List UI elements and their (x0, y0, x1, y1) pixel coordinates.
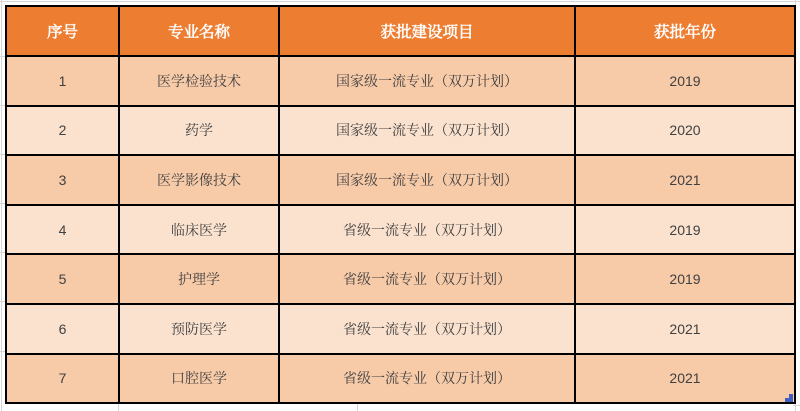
table-row (6, 304, 795, 354)
cell-project[interactable]: 省级一流专业（双万计划） (279, 354, 575, 404)
cell-major[interactable]: 医学检验技术 (119, 56, 279, 106)
cell-major[interactable]: 药学 (119, 106, 279, 156)
cell-year[interactable]: 2019 (575, 56, 795, 106)
gridline (1, 0, 2, 411)
cell-year[interactable]: 2020 (575, 106, 795, 156)
gridline (793, 405, 800, 406)
cell-no[interactable]: 3 (6, 155, 119, 205)
cell-project[interactable]: 省级一流专业（双万计划） (279, 254, 575, 304)
cell-major[interactable]: 临床医学 (119, 205, 279, 255)
table-row (6, 205, 795, 255)
cell-project[interactable]: 国家级一流专业（双万计划） (279, 106, 575, 156)
cell-no[interactable]: 6 (6, 304, 119, 354)
cell-year[interactable]: 2021 (575, 354, 795, 404)
gridline (357, 404, 358, 411)
header-cell-project[interactable]: 获批建设项目 (279, 6, 575, 56)
header-cell-no[interactable]: 序号 (6, 6, 119, 56)
cell-project[interactable]: 省级一流专业（双万计划） (279, 205, 575, 255)
table-row (6, 254, 795, 304)
cell-project[interactable]: 国家级一流专业（双万计划） (279, 155, 575, 205)
cell-no[interactable]: 1 (6, 56, 119, 106)
table-row (6, 155, 795, 205)
cell-year[interactable]: 2021 (575, 155, 795, 205)
cell-no[interactable]: 4 (6, 205, 119, 255)
cell-no[interactable]: 5 (6, 254, 119, 304)
cell-major[interactable]: 预防医学 (119, 304, 279, 354)
cell-project[interactable]: 省级一流专业（双万计划） (279, 304, 575, 354)
approved-majors-table (5, 5, 796, 404)
gridline (118, 404, 119, 411)
gridline (0, 1, 800, 2)
cell-major[interactable]: 口腔医学 (119, 354, 279, 404)
cell-major[interactable]: 医学影像技术 (119, 155, 279, 205)
cell-year[interactable]: 2021 (575, 304, 795, 354)
cell-project[interactable]: 国家级一流专业（双万计划） (279, 56, 575, 106)
header-cell-year[interactable]: 获批年份 (575, 6, 795, 56)
header-cell-major[interactable]: 专业名称 (119, 6, 279, 56)
table-row (6, 56, 795, 106)
cell-no[interactable]: 2 (6, 106, 119, 156)
table-row (6, 106, 795, 156)
header-row (6, 6, 795, 56)
cell-no[interactable]: 7 (6, 354, 119, 404)
cell-year[interactable]: 2019 (575, 254, 795, 304)
cell-major[interactable]: 护理学 (119, 254, 279, 304)
table-row (6, 354, 795, 404)
cell-year[interactable]: 2019 (575, 205, 795, 255)
